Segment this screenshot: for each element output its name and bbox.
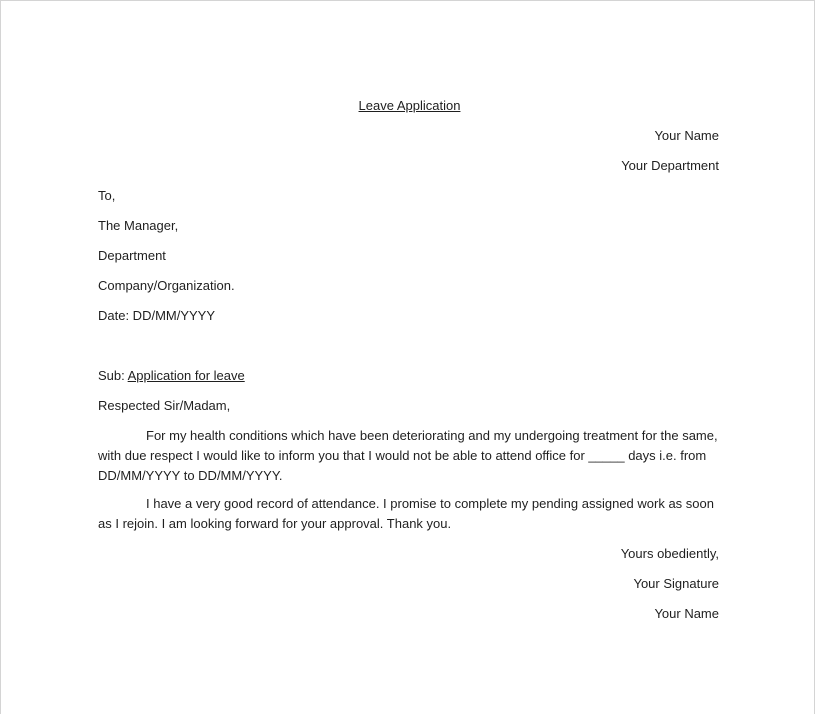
letter-date: Date: DD/MM/YYYY <box>98 308 216 323</box>
subject-text: Application for leave <box>127 368 245 383</box>
subject-label: Sub: <box>98 368 128 383</box>
signature: Your Signature <box>633 576 719 591</box>
sender-name: Your Name <box>654 128 719 143</box>
letter-title: Leave Application <box>358 98 461 113</box>
recipient-department: Department <box>98 248 166 263</box>
body-paragraph-2: I have a very good record of attendance. I promise to complete my pending assigned work as soon as I rejoin. I am looking forward for your approval. Thank you. <box>98 496 714 531</box>
recipient-title: The Manager, <box>98 218 179 233</box>
closing-name: Your Name <box>654 606 719 621</box>
closing: Yours obediently, <box>620 546 719 561</box>
body-paragraph-1: For my health conditions which have been deteriorating and my undergoing treatment for the same, with due respect I would like to inform you that I would not be able to attend office for _____ days i.e. from DD/MM/YYYY to DD/MM/YYYY. <box>98 428 718 483</box>
subject-line <box>98 366 245 386</box>
recipient-to: To, <box>98 188 116 203</box>
salutation: Respected Sir/Madam, <box>98 398 231 413</box>
recipient-company: Company/Organization. <box>98 278 235 293</box>
sender-department: Your Department <box>621 158 719 173</box>
